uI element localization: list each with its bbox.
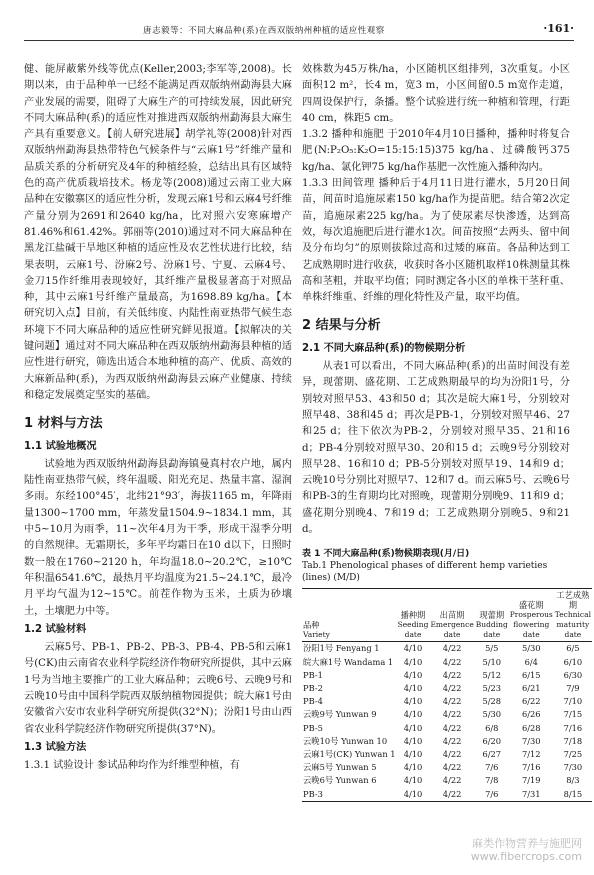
table-cell: 7/25 xyxy=(563,748,583,759)
section-2-1-heading: 2.1 不同大麻品种(系)的物候期分析 xyxy=(302,342,466,354)
section-1-3-1-text: 1.3.1 试验设计 参试品种均作为纤维型种植，有 xyxy=(24,760,240,772)
section-2-1-text: 从表1可以看出，不同大麻品种(系)的出苗时间没有差异，现蕾期、盛花期、工艺成熟期最早的均为汾阳1号，分别较对照早53、43和50 d；其次是皖大麻1号，分别较对照早48、38和45 d；再次是PB-1，分别较对照早46、27和25 d；往下依次为PB-2，分别较对照早35、21和16 d；PB-4分别较对照早30、20和15 d；云晚9号分别较对照早28、16和10 d；PB-5分别较对照早19、14和9 d；云晚10号分别比对照早7、12和7 d。而云麻5号、云晚6号和PB-3的生育期均比对照晚，现蕾期分别晚9、11和9 d；盛花期分别晚4、7和19 d；工艺成熟期分别晚5、9和21 d。 xyxy=(302,361,570,536)
table-cell: 7/16 xyxy=(521,762,541,773)
table-cell: 7/10 xyxy=(563,696,583,707)
header-cn: 播种期 xyxy=(400,610,426,621)
section-1-3-2-text: 1.3.2 播种和施肥 于2010年4月10日播种，播种时将复合肥(N:P₂O₅:K₂O=15:15:15)375 kg/ha、过磷酸钙375 kg/ha、氯化钾75 kg/ha作基肥一次性施入播种沟内。 xyxy=(302,129,570,173)
table-cell: PB-3 xyxy=(303,788,323,799)
table-cell: 7/19 xyxy=(521,775,541,786)
section-1-3-3-text: 1.3.3 田间管理 播种后于4月11日进行灌水，5月20日间苗，间苗时追施尿素150 kg/ha作为提苗肥。结合第2次定苗，追施尿素225 kg/ha。为了使尿素尽快渗透，达到高效，每次追施肥后进行灌水1次。间苗按照“去两头、留中间及分布均匀”的原则拔除过高和过矮的麻苗。各品种达到工艺成熟期时进行收获，收获时各小区随机取样10株测量其株高和茎粗，并取平均值；同时测定各小区的单株干茎秆重、单株纤维重、纤维的理化特性及产量，取平均值。 xyxy=(302,178,570,304)
table-cell: 5/10 xyxy=(482,656,502,667)
table-row xyxy=(302,774,592,787)
table-cell: 皖大麻1号 Wandama 1 xyxy=(303,656,394,667)
header-en: Technical maturity date xyxy=(554,610,591,640)
section-1-2-text: 云麻5号、PB-1、PB-2、PB-3、PB-4、PB-5和云麻1号(CK)由云南省农业科学院经济作物研究所提供，其中云麻1号为当地主要推广的工业大麻品种；云晚6号、云晚9号和云晚10号由中国科学院西双版纳植物园提供；皖大麻1号由安徽省六安市农业科学研究所提供(32°N)；汾阳1号由山西省农业科学院经济作物研究所提供(37°N)。 xyxy=(24,642,292,735)
table-cell: 云晚10号 Yunwan 10 xyxy=(303,735,388,746)
table-cell: 4/22 xyxy=(442,762,462,773)
table-row xyxy=(302,656,592,669)
table-row xyxy=(302,695,592,708)
table-cell: 6/21 xyxy=(521,682,541,693)
table-header-cell xyxy=(397,589,430,642)
table-cell: 6/5 xyxy=(566,643,580,654)
phenology-table xyxy=(302,588,592,801)
table-caption-en: Tab.1 Phenological phases of different hemp varieties (lines) (M/D) xyxy=(302,561,548,584)
table-cell: 6/8 xyxy=(485,722,499,733)
design-continued-text: 效株数为45万株/ha，小区随机区组排列，3次重复。小区面积12 m²，长4 m，宽3 m，小区间留0.5 m宽作走道，四周设保护行，条播。整个试验进行统一种植和管理，行距40 cm，株距5 cm。 xyxy=(302,64,570,124)
table-body xyxy=(302,642,592,801)
table-cell: PB-5 xyxy=(303,722,323,733)
table-cell: 6/27 xyxy=(482,748,502,759)
table-cell: 6/15 xyxy=(521,669,541,680)
section-1-1-heading: 1.1 试验地概况 xyxy=(24,440,97,452)
table-cell: 4/10 xyxy=(403,788,423,799)
table-cell: 6/28 xyxy=(521,722,541,733)
header-en: Seeding date xyxy=(397,620,429,640)
table-cell: 7/18 xyxy=(563,735,583,746)
table-cell: 4/10 xyxy=(403,722,423,733)
table-cell: 4/10 xyxy=(403,735,423,746)
table-row xyxy=(302,761,592,774)
table-cell: 6/10 xyxy=(563,656,583,667)
section-1-heading: 1 材料与方法 xyxy=(24,416,103,432)
header-cn: 出苗期 xyxy=(439,610,465,621)
table-cell: 8/15 xyxy=(563,788,583,799)
header-cn: 工艺成熟期 xyxy=(556,590,590,611)
right-column xyxy=(302,62,591,802)
table-header-cell xyxy=(475,589,509,642)
table-cell: 6/30 xyxy=(563,669,583,680)
table-cell: 5/5 xyxy=(485,643,499,654)
table-header-row xyxy=(302,589,592,642)
header-en: Emergence date xyxy=(430,620,474,640)
table-cell: PB-1 xyxy=(303,669,323,680)
table-caption-cn: 表 1 不同大麻品种(系)物候期表现(月/日) xyxy=(302,549,470,560)
table-cell: 7/6 xyxy=(485,762,499,773)
table-cell: 5/12 xyxy=(482,669,502,680)
watermark-cn: 麻类作物营养与施肥网 xyxy=(472,837,582,850)
running-title: 唐志毅等：不同大麻品种(系)在西双版纳州种植的适应性观察 xyxy=(143,26,385,36)
header-cn: 品种 xyxy=(303,620,320,631)
table-cell: 云麻5号 Yunwan 5 xyxy=(303,762,377,773)
table-cell: 4/10 xyxy=(403,709,423,720)
table-cell: 5/28 xyxy=(482,696,502,707)
header-en: Budding date xyxy=(475,620,508,640)
table-cell: 4/22 xyxy=(442,696,462,707)
table-cell: 6/26 xyxy=(521,709,541,720)
section-1-3-heading: 1.3 试验方法 xyxy=(24,741,87,753)
table-cell: 汾阳1号 Fenyang 1 xyxy=(303,643,380,654)
table-cell: 4/22 xyxy=(442,788,462,799)
running-header xyxy=(24,22,574,41)
table-cell: 4/10 xyxy=(403,682,423,693)
table-cell: 4/10 xyxy=(403,696,423,707)
table-cell: 4/22 xyxy=(442,748,462,759)
table-cell: PB-4 xyxy=(303,696,323,707)
table-header-cell xyxy=(509,589,554,642)
table-row xyxy=(302,722,592,735)
left-column xyxy=(24,62,292,774)
header-cn: 盛花期 xyxy=(518,600,544,611)
table-cell: 5/30 xyxy=(482,709,502,720)
table-cell: 7/9 xyxy=(566,682,580,693)
table-cell: 4/10 xyxy=(403,762,423,773)
table-cell: 7/15 xyxy=(563,709,583,720)
table-cell: PB-2 xyxy=(303,682,323,693)
table-cell: 4/22 xyxy=(442,669,462,680)
table-row xyxy=(302,682,592,695)
table-cell: 云晚6号 Yunwan 6 xyxy=(303,775,377,786)
table-cell: 7/16 xyxy=(563,722,583,733)
table-cell: 5/30 xyxy=(521,643,541,654)
page-number: ·161· xyxy=(543,22,574,35)
table-cell: 4/10 xyxy=(403,775,423,786)
table-caption xyxy=(302,548,570,584)
table-cell: 云麻1号(CK) Yunwan 1 xyxy=(303,748,396,759)
table-header-cell xyxy=(429,589,474,642)
section-1-1-text: 试验地为西双版纳州勐海县勐海镇曼真村农户地，属内陆性南亚热带气候，终年温暖、阳光充足、热量丰富、湿润多雨。东经100°45′，北纬21°93′，海拔1165 m，年降雨量1300~1700 mm，年蒸发量1504.9~1834.1 mm，其中5~10月为雨季，11~次年4月为干季，形成干湿季分明的自然规律。无霜期长，多年平均霜日在10 d以下，日照时数一般在1760~2120 h，年均温18.0~20.2℃，≥10℃年积温6541.6℃，最热月平均温度为21.5~24.1℃，最冷月平均气温为12~15℃。前茬作物为玉米，土质为砂壤土，土壤肥力中等。 xyxy=(24,458,292,617)
watermark xyxy=(471,837,582,863)
table-cell: 4/22 xyxy=(442,656,462,667)
table-cell: 6/22 xyxy=(521,696,541,707)
table-cell: 7/6 xyxy=(485,788,499,799)
header-en: Prosperous flowering date xyxy=(509,610,553,640)
table-row xyxy=(302,708,592,721)
table-header-cell xyxy=(302,589,397,642)
table-cell: 4/22 xyxy=(442,722,462,733)
table-cell: 云晚9号 Yunwan 9 xyxy=(303,709,377,720)
table-row xyxy=(302,788,592,802)
table-cell: 4/22 xyxy=(442,709,462,720)
table-cell: 7/8 xyxy=(485,775,499,786)
table-cell: 6/20 xyxy=(482,735,502,746)
table-cell: 7/30 xyxy=(563,762,583,773)
table-cell: 7/31 xyxy=(521,788,541,799)
table-cell: 4/22 xyxy=(442,775,462,786)
intro-paragraph: 健、能屏蔽紫外线等优点(Keller,2003;李军等,2008)。长期以来，由于品种单一已经不能满足西双版纳州勐海县大麻产业发展的需要，阻碍了大麻生产的可持续发展，因此研究不同大麻品种(系)的适应性对推进西双版纳州勐海县大麻生产具有重要意义。【前人研究进展】胡学礼等(2008)针对西双版纳州勐海县热带特色气候条件与“云麻1号”纤维产量和品质关系的分析研究及4年的种植经验，总结出具有区域特色的高产优质栽培技术。杨龙等(2008)通过云南工业大麻品种在安徽寨区的适应性分析，发现云麻1号和云麻4号纤维产量分别为2691和2640 kg/ha，比对照六安寒麻增产81.46%和61.42%。郭丽等(2010)通过对不同大麻品种在黑龙江盐碱干旱地区种植的适应性及农艺性状进行比较，结果表明，云麻1号、汾麻2号、汾麻1号、宁夏、云麻4号、金刀15作纤维用表现较好，其纤维产量极显著高于对照品种，其中云麻1号纤维产量最高，为1698.89 kg/ha。【本研究切入点】目前，有关低纬度、内陆性南亚热带气候生态环境下不同大麻品种的适应性研究鲜见报道。【拟解决的关键问题】通过对不同大麻品种在西双版纳州勐海县种植的适应性进行研究，筛选出适合本地种植的高产、优质、高效的大麻新品种(系)，为西双版纳州勐海县云麻产业健康、持续和稳定发展奠定坚实的基础。 xyxy=(24,64,292,401)
table-row xyxy=(302,669,592,682)
table-cell: 4/22 xyxy=(442,735,462,746)
header-cn: 现蕾期 xyxy=(479,610,505,621)
section-1-2-heading: 1.2 试验材料 xyxy=(24,623,87,635)
table-cell: 7/30 xyxy=(521,735,541,746)
table-cell: 7/12 xyxy=(521,748,541,759)
table-cell: 4/22 xyxy=(442,643,462,654)
table-cell: 4/10 xyxy=(403,748,423,759)
header-en: Variety xyxy=(303,630,330,640)
table-cell: 6/4 xyxy=(524,656,538,667)
table-cell: 4/10 xyxy=(403,643,423,654)
table-cell: 4/10 xyxy=(403,669,423,680)
table-row xyxy=(302,642,592,656)
table-cell: 4/10 xyxy=(403,656,423,667)
table-cell: 5/23 xyxy=(482,682,502,693)
table-cell: 8/3 xyxy=(566,775,580,786)
section-2-heading: 2 结果与分析 xyxy=(302,318,381,334)
watermark-url: www.fibercrops.com xyxy=(470,850,582,863)
table-row xyxy=(302,748,592,761)
table-cell: 4/22 xyxy=(442,682,462,693)
table-header-cell xyxy=(554,589,592,642)
table-row xyxy=(302,735,592,748)
